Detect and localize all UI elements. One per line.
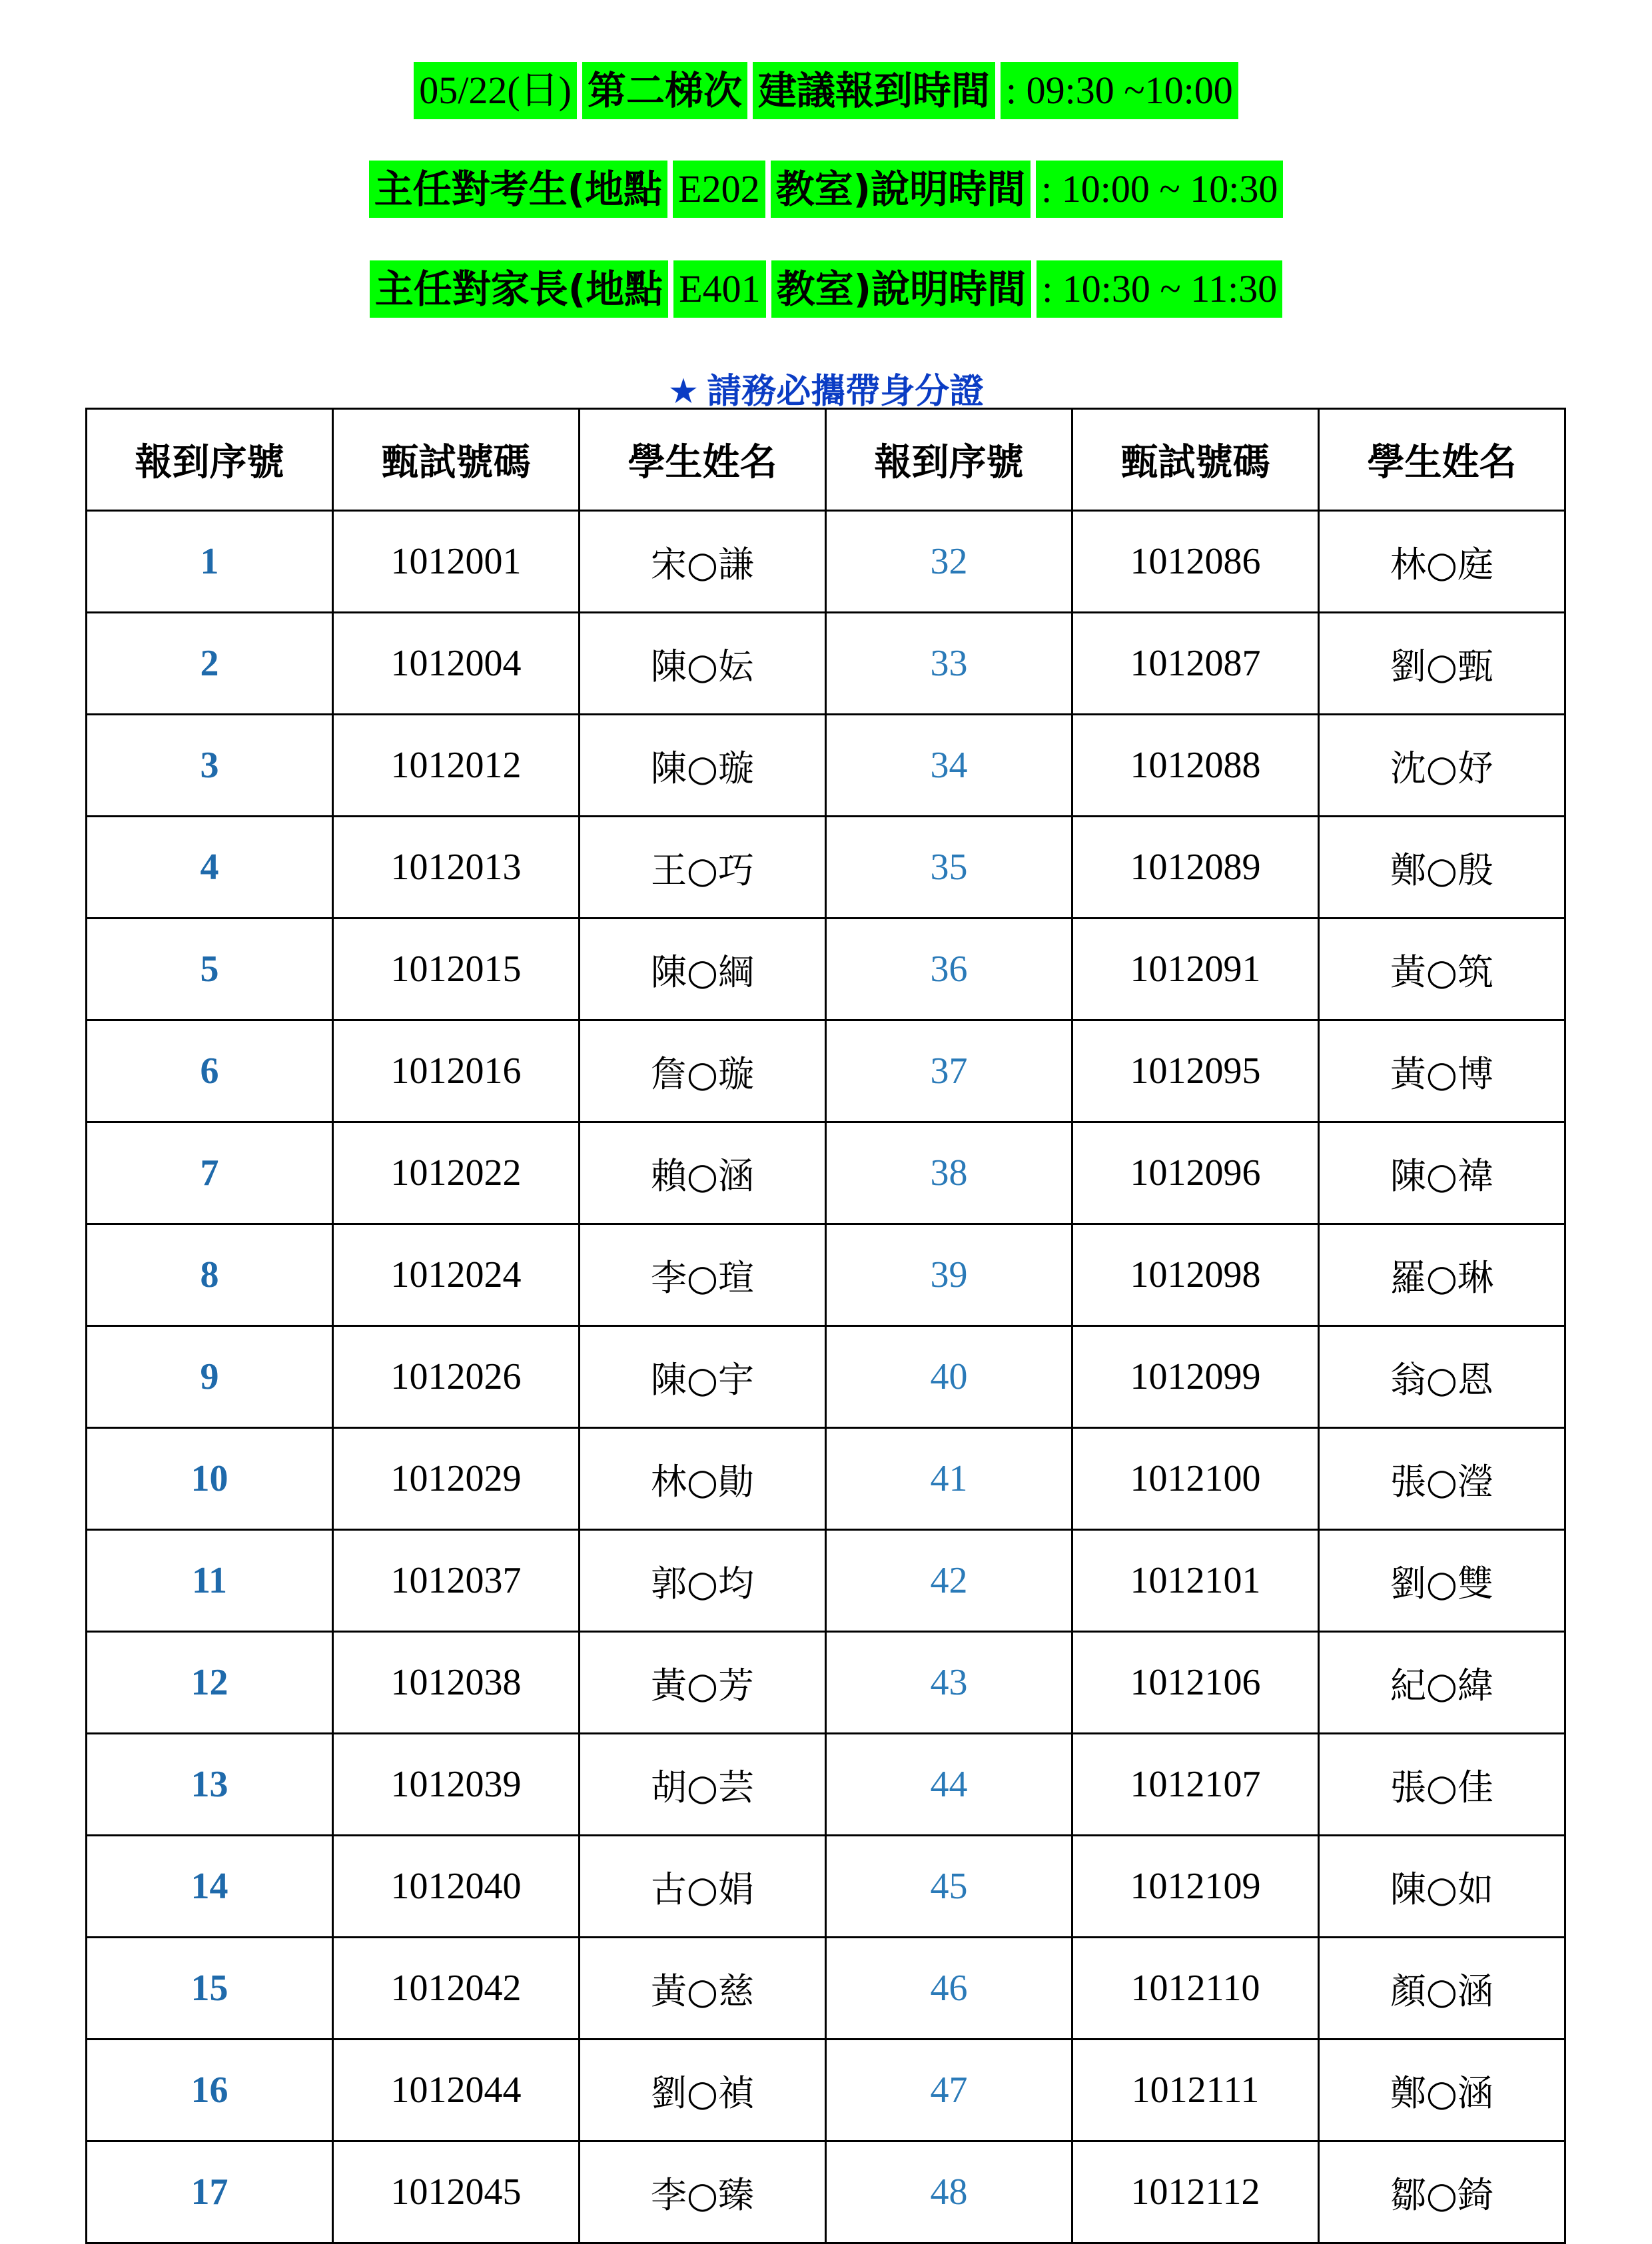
exam-number: 1012100 [1072,1428,1319,1530]
exam-number: 1012039 [333,1734,580,1836]
parent-briefing-label-2: 教室)說明時間 [771,260,1032,318]
table-row [87,1836,1565,1938]
student-name: 賴○涵 [580,1122,826,1224]
notice-text: 請務必攜帶身分證 [707,372,985,412]
header-seq-left: 報到序號 [87,409,333,511]
student-name: 鄭○殷 [1319,817,1565,919]
exam-number: 1012037 [333,1530,580,1632]
table-row [87,1734,1565,1836]
seq-number: 11 [87,1530,333,1632]
exam-number: 1012089 [1072,817,1319,919]
seq-number: 10 [87,1428,333,1530]
table-row [87,1632,1565,1734]
exam-number: 1012042 [333,1938,580,2040]
seq-number: 43 [826,1632,1072,1734]
seq-number: 7 [87,1122,333,1224]
student-name: 林○庭 [1319,511,1565,613]
exam-number: 1012022 [333,1122,580,1224]
checkin-label: 建議報到時間 [753,62,995,119]
exam-number: 1012012 [333,715,580,817]
table-row [87,2040,1565,2141]
exam-number: 1012110 [1072,1938,1319,2040]
header-exam-left: 甄試號碼 [333,409,580,511]
header-seq-right: 報到序號 [826,409,1072,511]
seq-number: 8 [87,1224,333,1326]
seq-number: 42 [826,1530,1072,1632]
seq-number: 5 [87,919,333,1020]
table-row [87,613,1565,715]
table-row [87,1530,1565,1632]
table-row [87,1938,1565,2040]
seq-number: 32 [826,511,1072,613]
seq-number: 37 [826,1020,1072,1122]
exam-number: 1012112 [1072,2141,1319,2243]
seq-number: 46 [826,1938,1072,2040]
exam-number: 1012087 [1072,613,1319,715]
student-name: 李○臻 [580,2141,826,2243]
exam-number: 1012004 [333,613,580,715]
student-name: 劉○禎 [580,2040,826,2141]
exam-number: 1012101 [1072,1530,1319,1632]
student-name: 羅○琳 [1319,1224,1565,1326]
student-name: 陳○禕 [1319,1122,1565,1224]
table-row [87,511,1565,613]
exam-number: 1012015 [333,919,580,1020]
table-header-row [87,409,1565,511]
student-name: 黃○博 [1319,1020,1565,1122]
seq-number: 45 [826,1836,1072,1938]
exam-number: 1012109 [1072,1836,1319,1938]
student-name: 紀○緯 [1319,1632,1565,1734]
exam-number: 1012107 [1072,1734,1319,1836]
seq-number: 35 [826,817,1072,919]
student-name: 沈○妤 [1319,715,1565,817]
seq-number: 4 [87,817,333,919]
student-name: 陳○璇 [580,715,826,817]
exam-number: 1012044 [333,2040,580,2141]
exam-number: 1012024 [333,1224,580,1326]
header-name-right: 學生姓名 [1319,409,1565,511]
exam-number: 1012086 [1072,511,1319,613]
student-briefing-label: 主任對考生(地點 [369,161,668,218]
seq-number: 1 [87,511,333,613]
parent-briefing-line [0,260,1652,318]
student-briefing-time: : 10:00 ~ 10:30 [1036,161,1283,218]
table-row [87,1020,1565,1122]
seq-number: 36 [826,919,1072,1020]
seq-number: 40 [826,1326,1072,1428]
student-name: 陳○宇 [580,1326,826,1428]
seq-number: 47 [826,2040,1072,2141]
exam-number: 1012026 [333,1326,580,1428]
exam-number: 1012111 [1072,2040,1319,2141]
student-briefing-room: E202 [673,161,765,218]
seq-number: 38 [826,1122,1072,1224]
exam-number: 1012091 [1072,919,1319,1020]
seq-number: 6 [87,1020,333,1122]
seq-number: 33 [826,613,1072,715]
seq-number: 16 [87,2040,333,2141]
parent-briefing-label: 主任對家長(地點 [370,260,669,318]
exam-number: 1012038 [333,1632,580,1734]
student-name: 郭○均 [580,1530,826,1632]
checkin-table [85,408,1566,2244]
table-row [87,1326,1565,1428]
seq-number: 2 [87,613,333,715]
table-row [87,1224,1565,1326]
seq-number: 14 [87,1836,333,1938]
exam-number: 1012099 [1072,1326,1319,1428]
parent-briefing-time: : 10:30 ~ 11:30 [1036,260,1282,318]
table-row [87,715,1565,817]
student-name: 顏○涵 [1319,1938,1565,2040]
seq-number: 9 [87,1326,333,1428]
seq-number: 17 [87,2141,333,2243]
table-row [87,1122,1565,1224]
student-name: 鄭○涵 [1319,2040,1565,2141]
table-row [87,817,1565,919]
seq-number: 15 [87,1938,333,2040]
student-name: 宋○謙 [580,511,826,613]
student-name: 黃○慈 [580,1938,826,2040]
student-name: 王○巧 [580,817,826,919]
exam-number: 1012095 [1072,1020,1319,1122]
student-briefing-line [0,161,1652,218]
table-row [87,1428,1565,1530]
exam-number: 1012098 [1072,1224,1319,1326]
header-name-left: 學生姓名 [580,409,826,511]
exam-number: 1012029 [333,1428,580,1530]
student-name: 張○瀅 [1319,1428,1565,1530]
seq-number: 13 [87,1734,333,1836]
student-name: 劉○雙 [1319,1530,1565,1632]
student-name: 陳○如 [1319,1836,1565,1938]
star-icon: ★ [667,372,699,412]
student-name: 陳○綱 [580,919,826,1020]
student-name: 黃○芳 [580,1632,826,1734]
student-name: 劉○甄 [1319,613,1565,715]
exam-number: 1012096 [1072,1122,1319,1224]
seq-number: 44 [826,1734,1072,1836]
id-card-notice [0,363,1652,413]
exam-number: 1012088 [1072,715,1319,817]
student-name: 翁○恩 [1319,1326,1565,1428]
student-name: 黃○筑 [1319,919,1565,1020]
seq-number: 3 [87,715,333,817]
student-name: 胡○芸 [580,1734,826,1836]
exam-number: 1012013 [333,817,580,919]
seq-number: 41 [826,1428,1072,1530]
exam-number: 1012040 [333,1836,580,1938]
checkin-time: : 09:30 ~10:00 [1001,62,1238,119]
seq-number: 39 [826,1224,1072,1326]
exam-number: 1012106 [1072,1632,1319,1734]
table-row [87,919,1565,1020]
student-name: 古○娟 [580,1836,826,1938]
student-name: 林○勛 [580,1428,826,1530]
session-date: 05/22(日) [414,62,577,119]
table-row [87,2141,1565,2243]
exam-number: 1012016 [333,1020,580,1122]
student-name: 李○瑄 [580,1224,826,1326]
checkin-schedule-line [0,62,1652,119]
seq-number: 48 [826,2141,1072,2243]
student-name: 陳○妘 [580,613,826,715]
exam-number: 1012001 [333,511,580,613]
seq-number: 12 [87,1632,333,1734]
student-briefing-label-2: 教室)說明時間 [771,161,1031,218]
header-exam-right: 甄試號碼 [1072,409,1319,511]
student-name: 張○佳 [1319,1734,1565,1836]
student-name: 詹○璇 [580,1020,826,1122]
exam-number: 1012045 [333,2141,580,2243]
session-label: 第二梯次 [582,62,747,119]
parent-briefing-room: E401 [673,260,765,318]
seq-number: 34 [826,715,1072,817]
student-name: 鄒○錡 [1319,2141,1565,2243]
